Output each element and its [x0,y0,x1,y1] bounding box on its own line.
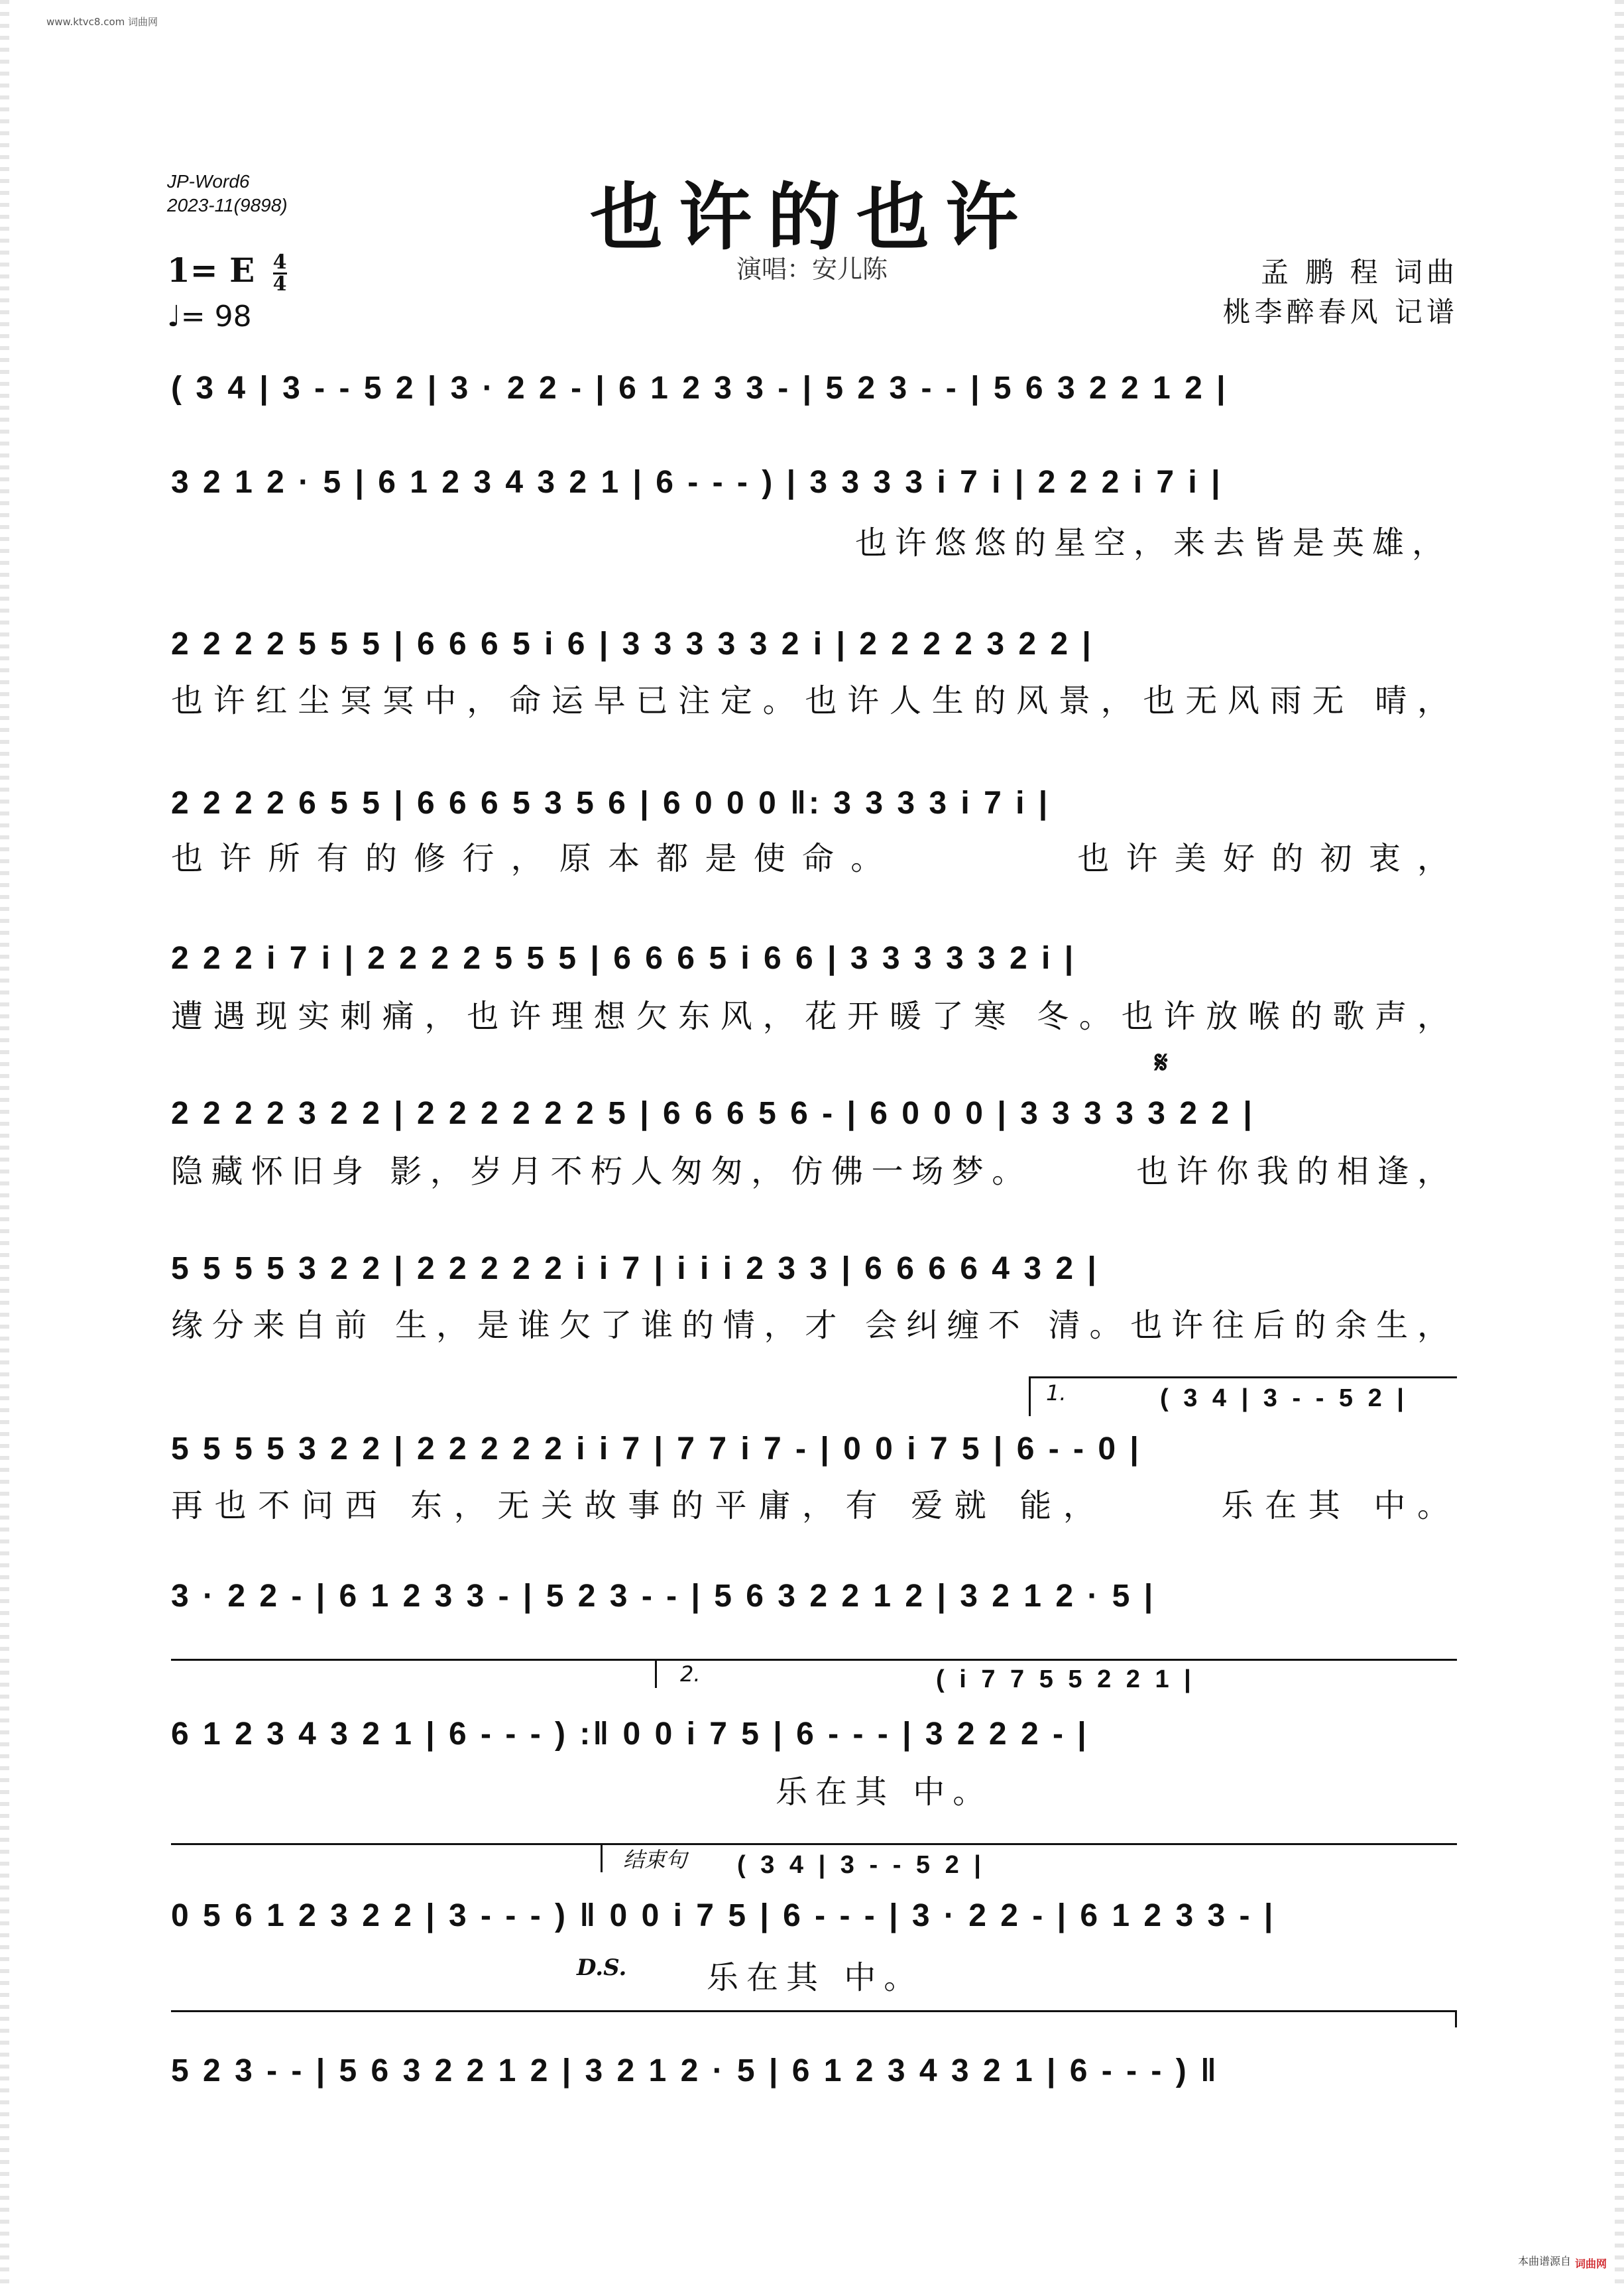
lyric-line: 隐藏怀旧身 影，岁月不朽人匆匆，仿佛一场梦。 也许你我的相逢， [171,1153,1457,1190]
notation-row: 2 2 2 2 3 2 2 | 2 2 2 2 2 2 5 | 6 6 6 5 6 - | 6 0 0 0 | 3 3 3 3 3 2 2 | [171,1096,1255,1131]
singer-label: 演唱：安儿陈 [736,255,888,284]
notation-row: 3 2 1 2 · 5 | 6 1 2 3 4 3 2 1 | 6 - - - ) | 3 3 3 3 i 7 i | 2 2 2 i 7 i | [171,465,1223,500]
system-divider [171,1659,1457,1661]
segno-sign: 𝄋 [1155,1044,1168,1080]
volta-2-label: 2. [680,1661,701,1687]
transcriber-credit: 桃李醉春风 记谱 [1222,296,1458,328]
lyric-line: 遭遇现实刺痛，也许理想欠东风，花开暖了寒 冬。也许放喉的歌声， [171,998,1457,1035]
composer-credit: 孟 鹏 程 词曲 [1260,256,1458,288]
volta-2-intro: ( i 7 7 5 5 2 2 1 | [936,1665,1195,1693]
left-border-strip [0,0,9,2284]
lyric-line: 也许悠悠的星空，来去皆是英雄， [854,524,1452,562]
watermark-source: 本曲谱源自 [1517,2255,1571,2267]
lyric-line: 缘分来自前 生，是谁欠了谁的情，才 会纠缠不 清。也许往后的余生， [171,1307,1457,1344]
volta-1-bracket [1029,1376,1457,1378]
notation-row: 6 1 2 3 4 3 2 1 | 6 - - - ) :‖ 0 0 i 7 5 | 6 - - - | 3 2 2 2 - | [171,1716,1089,1752]
notation-row: 3 · 2 2 - | 6 1 2 3 3 - | 5 2 3 - - | 5 6 3 2 2 1 2 | 3 2 1 2 · 5 | [171,1579,1156,1614]
right-border-strip [1615,0,1624,2284]
volta-2-bracket-left [655,1659,657,1688]
time-signature-top: 4 [272,250,287,274]
time-signature [272,250,287,296]
key-text: 1= E [167,251,255,290]
volta-1-label: 1. [1046,1380,1067,1406]
ending-bracket-left [601,1843,603,1872]
volta-1-bracket-left [1029,1376,1031,1416]
watermark-logo: 词曲网 [1574,2257,1607,2270]
ds-marking: D.S. [577,1954,627,1981]
system-divider [171,1843,1457,1845]
notation-row: 0 5 6 1 2 3 2 2 | 3 - - - ) ‖ 0 0 i 7 5 | 6 - - - | 3 · 2 2 - | 6 1 2 3 3 - | [171,1898,1276,1933]
date-label: 2023-11(9898) [167,195,288,215]
notation-row: ( 3 4 | 3 - - 5 2 | 3 · 2 2 - | 6 1 2 3 3 - | 5 2 3 - - | 5 6 3 2 2 1 2 | [171,371,1228,406]
site-header: www.ktvc8.com 词曲网 [46,16,158,28]
lyric-line: 也许红尘冥冥中，命运早已注定。也许人生的风景，也无风雨无 晴， [171,682,1457,719]
volta-1-intro: ( 3 4 | 3 - - 5 2 | [1160,1384,1408,1412]
notation-row: 2 2 2 i 7 i | 2 2 2 2 5 5 5 | 6 6 6 5 i 6 6 | 3 3 3 3 3 2 i | [171,941,1076,976]
ending-intro: ( 3 4 | 3 - - 5 2 | [737,1851,985,1879]
time-signature-bottom: 4 [272,272,287,296]
final-bracket-right [1455,2010,1457,2027]
key-signature [167,251,287,294]
notation-row: 2 2 2 2 5 5 5 | 6 6 6 5 i 6 | 3 3 3 3 3 2 i | 2 2 2 2 3 2 2 | [171,627,1094,662]
notation-row: 5 5 5 5 3 2 2 | 2 2 2 2 2 i i 7 | 7 7 i 7 - | 0 0 i 7 5 | 6 - - 0 | [171,1431,1141,1467]
software-label: JP-Word6 [167,171,250,192]
system-divider [171,2010,1457,2012]
ending-label: 结束句 [623,1847,687,1872]
notation-row: 2 2 2 2 6 5 5 | 6 6 6 5 3 5 6 | 6 0 0 0 ‖: 3 3 3 3 i 7 i | [171,786,1051,821]
lyric-line: 也许所有的修行，原本都是使命。 也许美好的初衷， [171,840,1457,877]
lyric-line: 乐在其 中。 [707,1959,924,1996]
notation-row: 5 5 5 5 3 2 2 | 2 2 2 2 2 i i 7 | i i i 2 3 3 | 6 6 6 6 4 3 2 | [171,1251,1099,1286]
lyric-line: 乐在其 中。 [776,1773,993,1811]
notation-row: 5 2 3 - - | 5 6 3 2 2 1 2 | 3 2 1 2 · 5 | 6 1 2 3 4 3 2 1 | 6 - - - ) ‖ [171,2053,1219,2088]
song-title: 也许的也许 [590,174,1034,260]
tempo-marking: ♩= 98 [167,300,252,333]
lyric-line: 再也不问西 东，无关故事的平庸，有 爱就 能， 乐在其 中。 [171,1487,1457,1524]
